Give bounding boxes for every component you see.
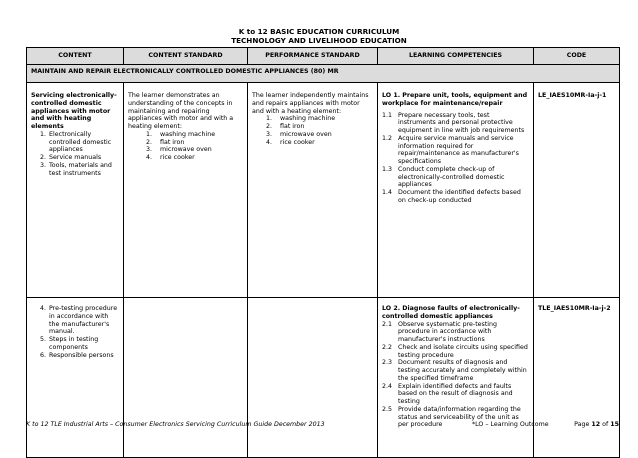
list-item: 2. flat iron bbox=[145, 138, 185, 146]
row2-learning-competencies-cell bbox=[378, 298, 534, 458]
list-item: 1.2 Acquire service manuals and service information required for repair/maintenance as manufacturer's specifications bbox=[382, 134, 519, 165]
list-item: 1.1 Prepare necessary tools, test instruments and personal protective equipment in line with job requirements bbox=[382, 111, 525, 134]
row1-lo-title: LO 1. Prepare unit, tools, equipment and workplace for maintenance/repair bbox=[382, 92, 528, 107]
footer-lo-legend: *LO – Learning Outcome bbox=[472, 421, 549, 428]
footer-document-title: K to 12 TLE Industrial Arts – Consumer Electronics Servicing Curriculum Guide December 2013 bbox=[26, 421, 325, 428]
column-header-learning-competencies: LEARNING COMPETENCIES bbox=[378, 48, 534, 65]
list-item: 2.3 Document results of diagnosis and testing accurately and completely within the specified timeframe bbox=[382, 359, 527, 382]
row2-lo-title: LO 2. Diagnose faults of electronically-controlled domestic appliances bbox=[382, 305, 520, 320]
list-item: 4. rice cooker bbox=[145, 154, 195, 161]
row2-content-standard-cell bbox=[124, 298, 248, 458]
table-row bbox=[27, 83, 620, 298]
section-row bbox=[27, 65, 620, 83]
list-item: 3. microwave oven bbox=[145, 146, 212, 154]
column-header-content-standard: CONTENT STANDARD bbox=[124, 48, 248, 65]
column-header-content: CONTENT bbox=[27, 48, 124, 65]
row1-content-cell bbox=[27, 83, 124, 298]
row1-standard-intro: The learner demonstrates an understanding of the concepts in maintaining and repairing appliances with motor and with a heating element: bbox=[128, 92, 234, 130]
list-item: 2.2 Check and isolate circuits using specified testing procedure bbox=[382, 343, 528, 359]
row1-performance-standard-cell bbox=[248, 83, 378, 298]
row1-content-list bbox=[31, 131, 119, 178]
list-item: 2.5 Provide data/information regarding the status and serviceability of the unit as per procedure bbox=[382, 405, 521, 429]
list-item: 1.4 Document the identified defects based on check-up conducted bbox=[382, 189, 521, 204]
column-header-performance-standard: PERFORMANCE STANDARD bbox=[248, 48, 378, 65]
list-item: 6. Responsible persons bbox=[39, 351, 114, 359]
column-header-code: CODE bbox=[534, 48, 620, 65]
list-item: 2.1 Observe systematic pre-testing procedure in accordance with manufacturer's instructions bbox=[382, 320, 498, 343]
list-item: 4. rice cooker bbox=[265, 138, 315, 146]
row2-content-cell bbox=[27, 298, 124, 458]
list-item: 5. Steps in testing components bbox=[39, 336, 99, 351]
list-item: 1. washing machine bbox=[145, 130, 216, 138]
row1-performance-list bbox=[252, 115, 373, 146]
curriculum-table bbox=[26, 47, 620, 458]
row1-content-title: Servicing electronically-controlled domestic appliances with motor and with heating elements bbox=[31, 92, 117, 130]
row1-learning-competencies-cell bbox=[378, 83, 534, 298]
list-item: 2. flat iron bbox=[265, 123, 305, 130]
row1-code-cell: LE_IAES10MR-Ia-j-1 bbox=[534, 83, 620, 298]
header-title-line2: TECHNOLOGY AND LIVELIHOOD EDUCATION bbox=[231, 35, 407, 45]
row1-content-standard-cell bbox=[124, 83, 248, 298]
list-item: 1. Electronically controlled domestic appliances bbox=[39, 130, 112, 154]
footer-page-number: Page 12 of 15 bbox=[574, 421, 619, 428]
list-item: 1. washing machine bbox=[265, 115, 336, 123]
row2-performance-standard-cell bbox=[248, 298, 378, 458]
header-title-line1: K to 12 BASIC EDUCATION CURRICULUM bbox=[238, 27, 400, 36]
document-header bbox=[0, 28, 638, 46]
table-header-row bbox=[27, 48, 620, 65]
page-footer bbox=[26, 420, 619, 430]
row1-performance-intro: The learner independently maintains and repairs appliances with motor and with a heating element: bbox=[252, 92, 369, 115]
list-item: 4. Pre-testing procedure in accordance with the manufacturer's manual. bbox=[39, 305, 118, 336]
section-title: MAINTAIN AND REPAIR ELECTRONICALLY CONTROLLED DOMESTIC APPLIANCES (80) MR bbox=[27, 65, 620, 83]
list-item: 1.3 Conduct complete check-up of electronically-controlled domestic appliances bbox=[382, 165, 505, 189]
list-item: 3. Tools, materials and test instruments bbox=[39, 161, 112, 177]
row2-competency-list bbox=[382, 321, 529, 430]
list-item: 3. microwave oven bbox=[265, 130, 332, 138]
row2-code-cell: TLE_IAES10MR-Ia-j-2 bbox=[534, 298, 620, 458]
list-item: 2. Service manuals bbox=[39, 154, 102, 161]
row2-content-list bbox=[31, 305, 119, 359]
table-row bbox=[27, 298, 620, 458]
row1-standard-list bbox=[128, 131, 243, 162]
row1-competency-list bbox=[382, 112, 529, 205]
list-item: 2.4 Explain identified defects and faults based on the result of diagnosis and testing bbox=[382, 382, 513, 405]
